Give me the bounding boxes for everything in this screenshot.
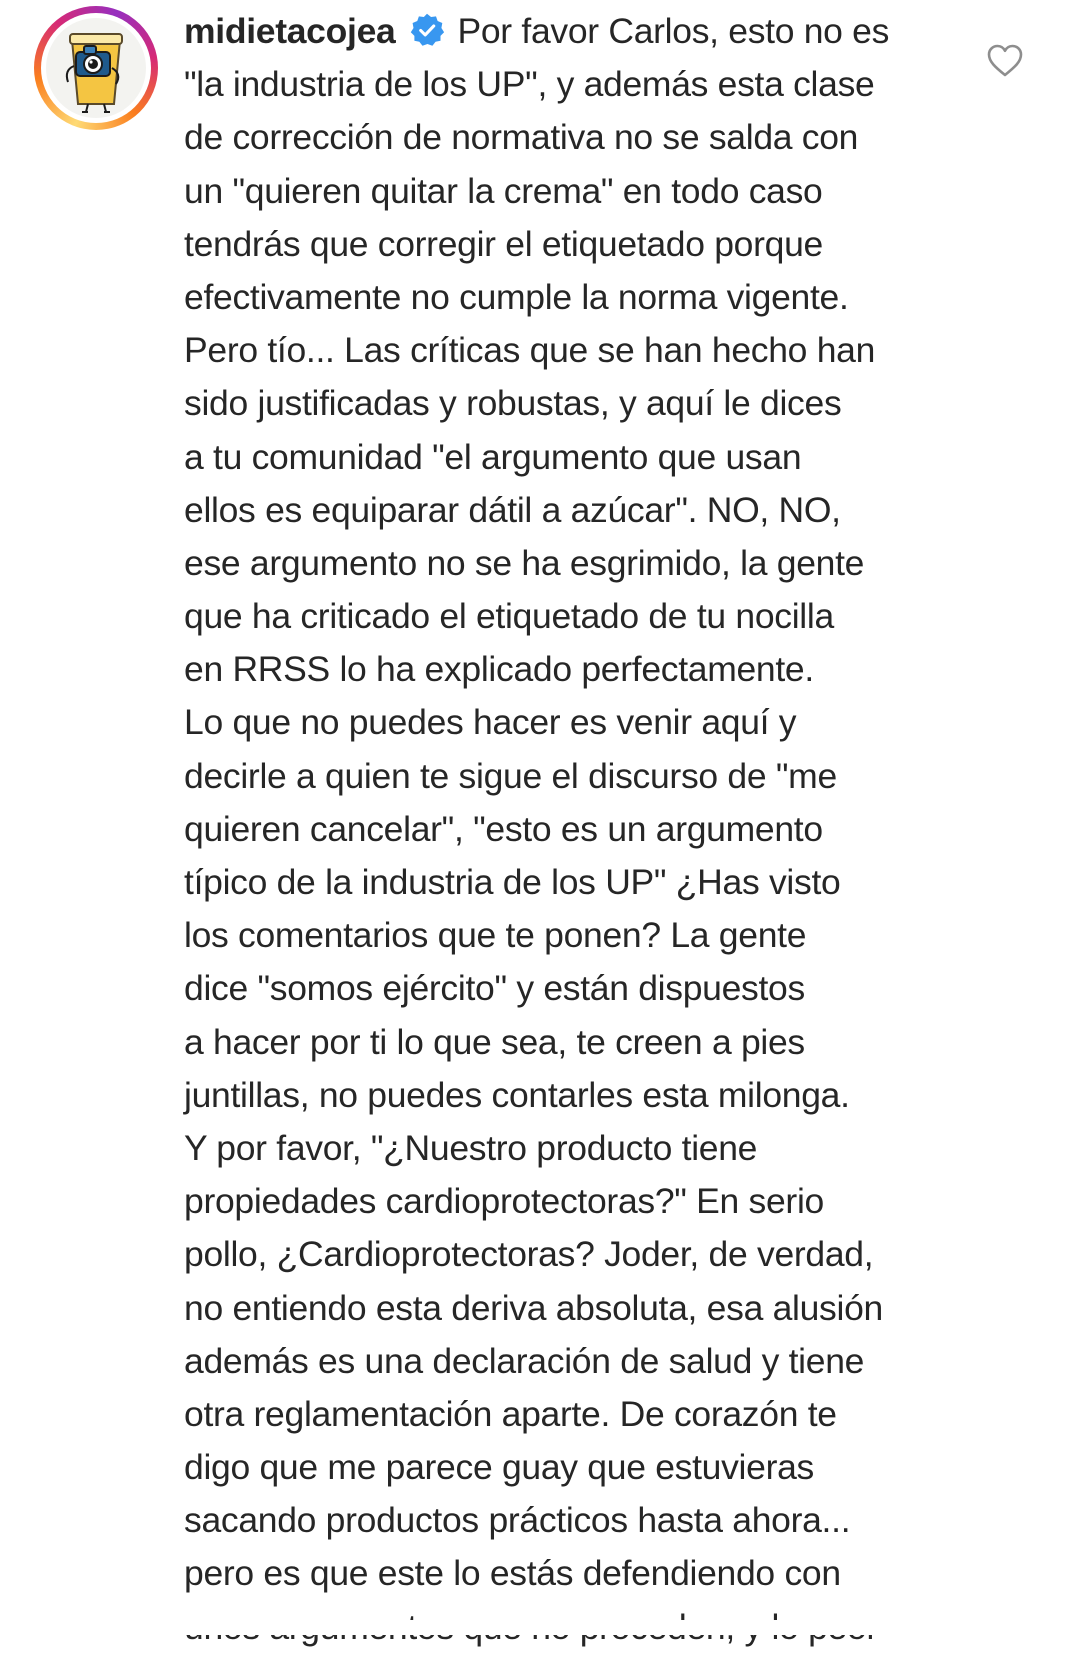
comment-line: dice "somos ejército" y están dispuestos	[184, 968, 805, 1009]
comment-line: además es una declaración de salud y tiene	[184, 1340, 865, 1381]
comment-line: Lo que no puedes hacer es venir aquí y	[184, 702, 797, 743]
comment-line: los comentarios que te ponen? La gente	[184, 915, 807, 956]
comment-line: de corrección de normativa no se salda con	[184, 117, 859, 158]
comment-line: un "quieren quitar la crema" en todo caso	[184, 170, 823, 211]
comment-line: sido justificadas y robustas, y aquí le dices	[184, 383, 842, 424]
camera-cup-avatar-icon	[46, 18, 146, 118]
comment-line: sacando productos prácticos hasta ahora...	[184, 1500, 851, 1541]
comment-line: Y por favor, "¿Nuestro producto tiene	[184, 1127, 758, 1168]
comment-line: a tu comunidad "el argumento que usan	[184, 436, 802, 477]
comment-line: juntillas, no puedes contarles esta milonga.	[184, 1074, 850, 1115]
verified-badge-icon	[409, 12, 445, 48]
comment-line: pollo, ¿Cardioprotectoras? Joder, de verdad,	[184, 1234, 874, 1275]
comment-line: Pero tío... Las críticas que se han hecho han	[184, 330, 876, 371]
avatar[interactable]	[34, 6, 158, 130]
comment-line	[184, 5, 944, 58]
comment-line: decirle a quien te sigue el discurso de "me	[184, 755, 837, 796]
comment-line: otra reglamentación aparte. De corazón te	[184, 1393, 837, 1434]
comment-line: a hacer por ti lo que sea, te creen a pies	[184, 1021, 805, 1062]
comment-line: en RRSS lo ha explicado perfectamente.	[184, 649, 814, 690]
comment-line: propiedades cardioprotectoras?" En serio	[184, 1181, 824, 1222]
comment-line: ese argumento no se ha esgrimido, la gente	[184, 542, 865, 583]
comment-text	[184, 5, 944, 1654]
heart-outline-icon[interactable]	[987, 44, 1023, 78]
comment-line: que ha criticado el etiquetado de tu nocilla	[184, 596, 834, 637]
username-link[interactable]: midietacojea	[184, 11, 396, 51]
comment-line: no entiendo esta deriva absoluta, esa alusión	[184, 1287, 883, 1328]
comment-line: "la industria de los UP", y además esta clase	[184, 64, 875, 105]
comment-line: pero es que este lo estás defendiendo con	[184, 1553, 841, 1594]
scroll-edge	[0, 1620, 1080, 1635]
comment-line: típico de la industria de los UP" ¿Has visto	[184, 862, 841, 902]
comment-line: tendrás que corregir el etiquetado porque	[184, 223, 823, 264]
comment-line-text: Por favor Carlos, esto no es	[457, 11, 890, 51]
comment-line: ellos es equiparar dátil a azúcar". NO, NO,	[184, 489, 841, 530]
avatar-border	[41, 13, 151, 123]
comment-line: digo que me parece guay que estuvieras	[184, 1447, 814, 1488]
comment-line: quieren cancelar", "esto es un argumento	[184, 808, 823, 849]
comment-line: efectivamente no cumple la norma vigente.	[184, 276, 849, 317]
